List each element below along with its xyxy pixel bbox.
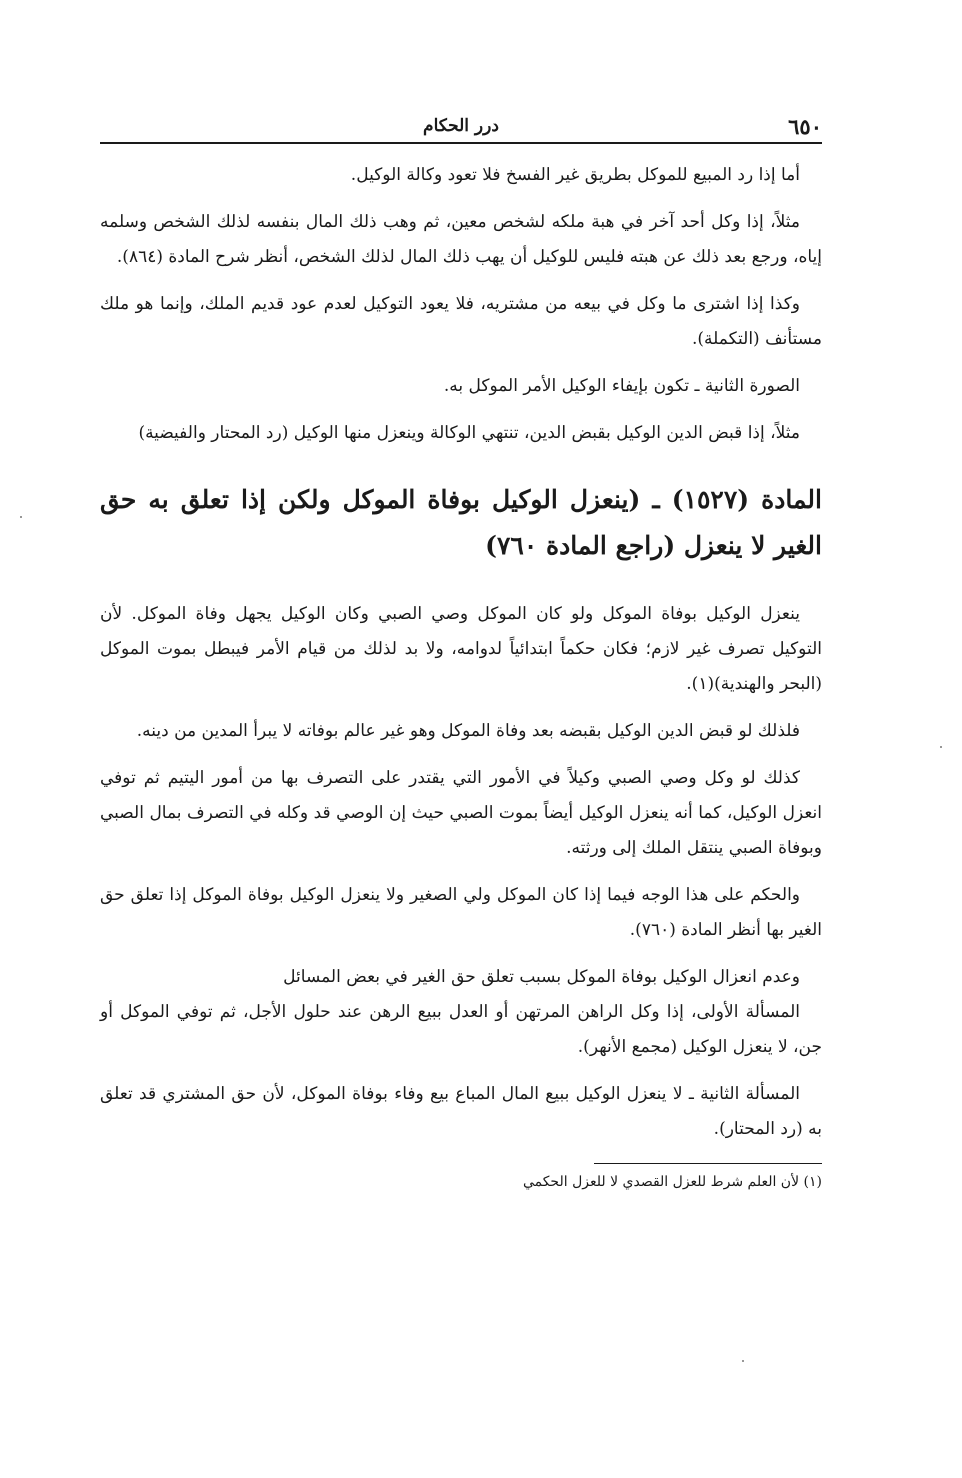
page-number: ٦٥٠ — [788, 114, 822, 139]
paragraph: وعدم انعزال الوكيل بوفاة الموكل بسبب تعلق حق الغير في بعض المسائل — [283, 967, 800, 987]
paragraph: مثلاً، إذا قبض الدين الوكيل بقبض الدين، تنتهي الوكالة وينعزل منها الوكيل (رد المحتار والفيضية) — [138, 423, 800, 443]
paragraph: كذلك لو وكل وصي الصبي وكيلاً في الأمور التي يقتدر على التصرف بها من أمور اليتيم ثم توفي انعزل الوكيل، كما أنه ينعزل الوكيل أيضاً بموت الصبي حيث إن الوصي قد وكله في التصرف بمال الصبي وبوفاة الصبي ينتقل الملك إلى ورثته. — [100, 768, 822, 858]
paragraph: والحكم على هذا الوجه فيما إذا كان الموكل ولي الصغير ولا ينعزل الوكيل بوفاة الموكل إذا تعلق حق الغير بها أنظر المادة (٧٦٠). — [100, 885, 822, 940]
body-text — [100, 158, 822, 1147]
page-header — [100, 112, 822, 144]
paragraph: وكذا إذا اشترى ما وكل في بيعه من مشتريه، فلا يعود التوكيل لعدم عود قديم الملك، وإنما هو ملك مستأنف (التكملة). — [100, 294, 822, 349]
scan-speck — [742, 1360, 744, 1362]
paragraph: المسألة الأولى، إذا وكل الراهن المرتهن أو العدل ببيع الرهن عند حلول الأجل، ثم توفي الموكل أو جن، لا ينعزل الوكيل (مجمع الأنهر). — [100, 1002, 822, 1057]
running-title: درر الحكام — [423, 116, 499, 136]
paragraph: فلذلك لو قبض الدين الوكيل بقبضه بعد وفاة الموكل وهو غير عالم بوفاته لا يبرأ المدين من دينه. — [136, 721, 800, 741]
paragraph: المسألة الثانية ـ لا ينعزل الوكيل ببيع المال المباع بيع وفاء بوفاة الموكل، لأن حق المشتري قد تعلق به (رد المحتار). — [100, 1084, 822, 1139]
paragraph: مثلاً، إذا وكل أحد آخر في هبة ملكه لشخص معين، ثم وهب ذلك المال بنفسه لذلك الشخص وسلمه إياه، ورجع بعد ذلك عن هبته فليس للوكيل أن يهب ذلك المال لذلك الشخص، أنظر شرح المادة (٨٦٤). — [100, 212, 822, 267]
paragraph: الصورة الثانية ـ تكون بإيفاء الوكيل الأمر الموكل به. — [443, 376, 800, 396]
footnote: (١) لأن العلم شرط للعزل القصدي لا للعزل الحكمي — [522, 1174, 822, 1190]
document-page — [100, 112, 822, 1194]
footnote-divider — [594, 1163, 822, 1164]
article-heading: المادة (١٥٢٧) ـ (ينعزل الوكيل بوفاة الموكل ولكن إذا تعلق به حق الغير لا ينعزل (راجع المادة ٧٦٠) — [100, 485, 822, 560]
scan-speck — [940, 746, 942, 748]
paragraph: أما إذا رد المبيع للموكل بطريق غير الفسخ فلا تعود وكالة الوكيل. — [350, 165, 800, 185]
paragraph: ينعزل الوكيل بوفاة الموكل ولو كان الموكل وصي الصبي وكان الوكيل يجهل وفاة الموكل. لأن التوكيل تصرف غير لازم؛ فكان حكماً ابتدائياً لدوامه، ولا بد لذلك من قيام الأمر فيبطل بموت الموكل (البحر والهندية)(١). — [100, 604, 822, 694]
scan-speck — [20, 516, 22, 518]
